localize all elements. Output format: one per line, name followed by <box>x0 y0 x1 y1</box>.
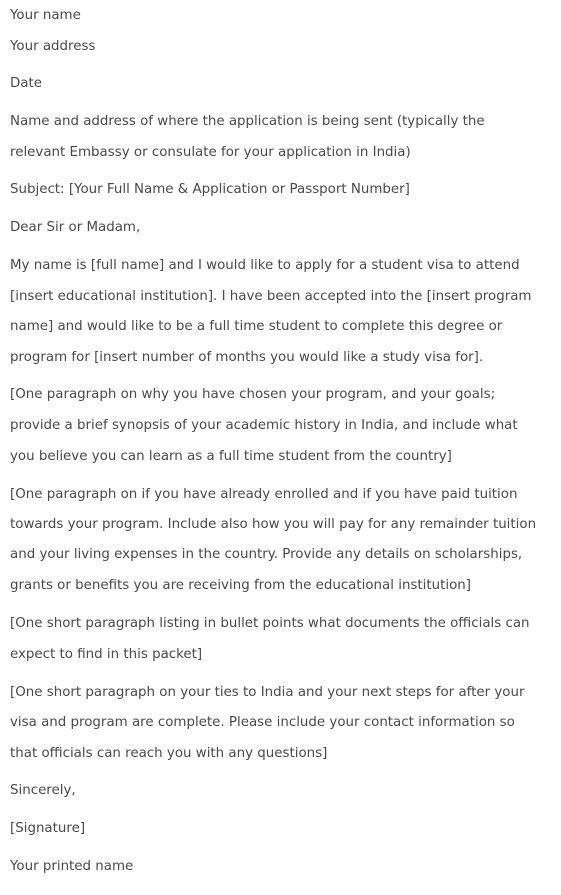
program-paragraph-line: [One paragraph on why you have chosen your program, and your goals; <box>10 387 496 402</box>
closing: Sincerely, <box>10 783 76 798</box>
tuition-paragraph-line: grants or benefits you are receiving from the educational institution] <box>10 578 471 593</box>
date-line: Date <box>10 76 43 91</box>
tuition-paragraph-line: towards your program. Include also how you will pay for any remainder tuition <box>10 517 537 532</box>
tuition-paragraph-line: [One paragraph on if you have already enrolled and if you have paid tuition <box>10 487 518 502</box>
salutation: Dear Sir or Madam, <box>10 220 141 235</box>
sender-address: Your address <box>10 39 96 54</box>
ties-paragraph-line: visa and program are complete. Please include your contact information so <box>10 715 515 730</box>
ties-paragraph-line: [One short paragraph on your ties to India and your next steps for after your <box>10 685 525 700</box>
printed-name: Your printed name <box>10 859 134 874</box>
recipient-line: Name and address of where the application is being sent (typically the <box>10 114 485 129</box>
intro-paragraph-line: name] and would like to be a full time student to complete this degree or <box>10 319 503 334</box>
tuition-paragraph-line: and your living expenses in the country. Provide any details on scholarships, <box>10 547 523 562</box>
signature-placeholder: [Signature] <box>10 821 86 836</box>
subject-line: Subject: [Your Full Name & Application or Passport Number] <box>10 182 410 197</box>
recipient-line: relevant Embassy or consulate for your application in India) <box>10 145 411 160</box>
intro-paragraph-line: program for [insert number of months you would like a study visa for]. <box>10 350 484 365</box>
program-paragraph-line: provide a brief synopsis of your academic history in India, and include what <box>10 418 518 433</box>
sender-name: Your name <box>10 8 81 23</box>
program-paragraph-line: you believe you can learn as a full time student from the country] <box>10 449 452 464</box>
intro-paragraph-line: My name is [full name] and I would like to apply for a student visa to attend <box>10 258 520 273</box>
documents-paragraph-line: expect to find in this packet] <box>10 647 203 662</box>
intro-paragraph-line: [insert educational institution]. I have been accepted into the [insert program <box>10 289 532 304</box>
documents-paragraph-line: [One short paragraph listing in bullet points what documents the officials can <box>10 616 530 631</box>
ties-paragraph-line: that officials can reach you with any questions] <box>10 746 328 761</box>
